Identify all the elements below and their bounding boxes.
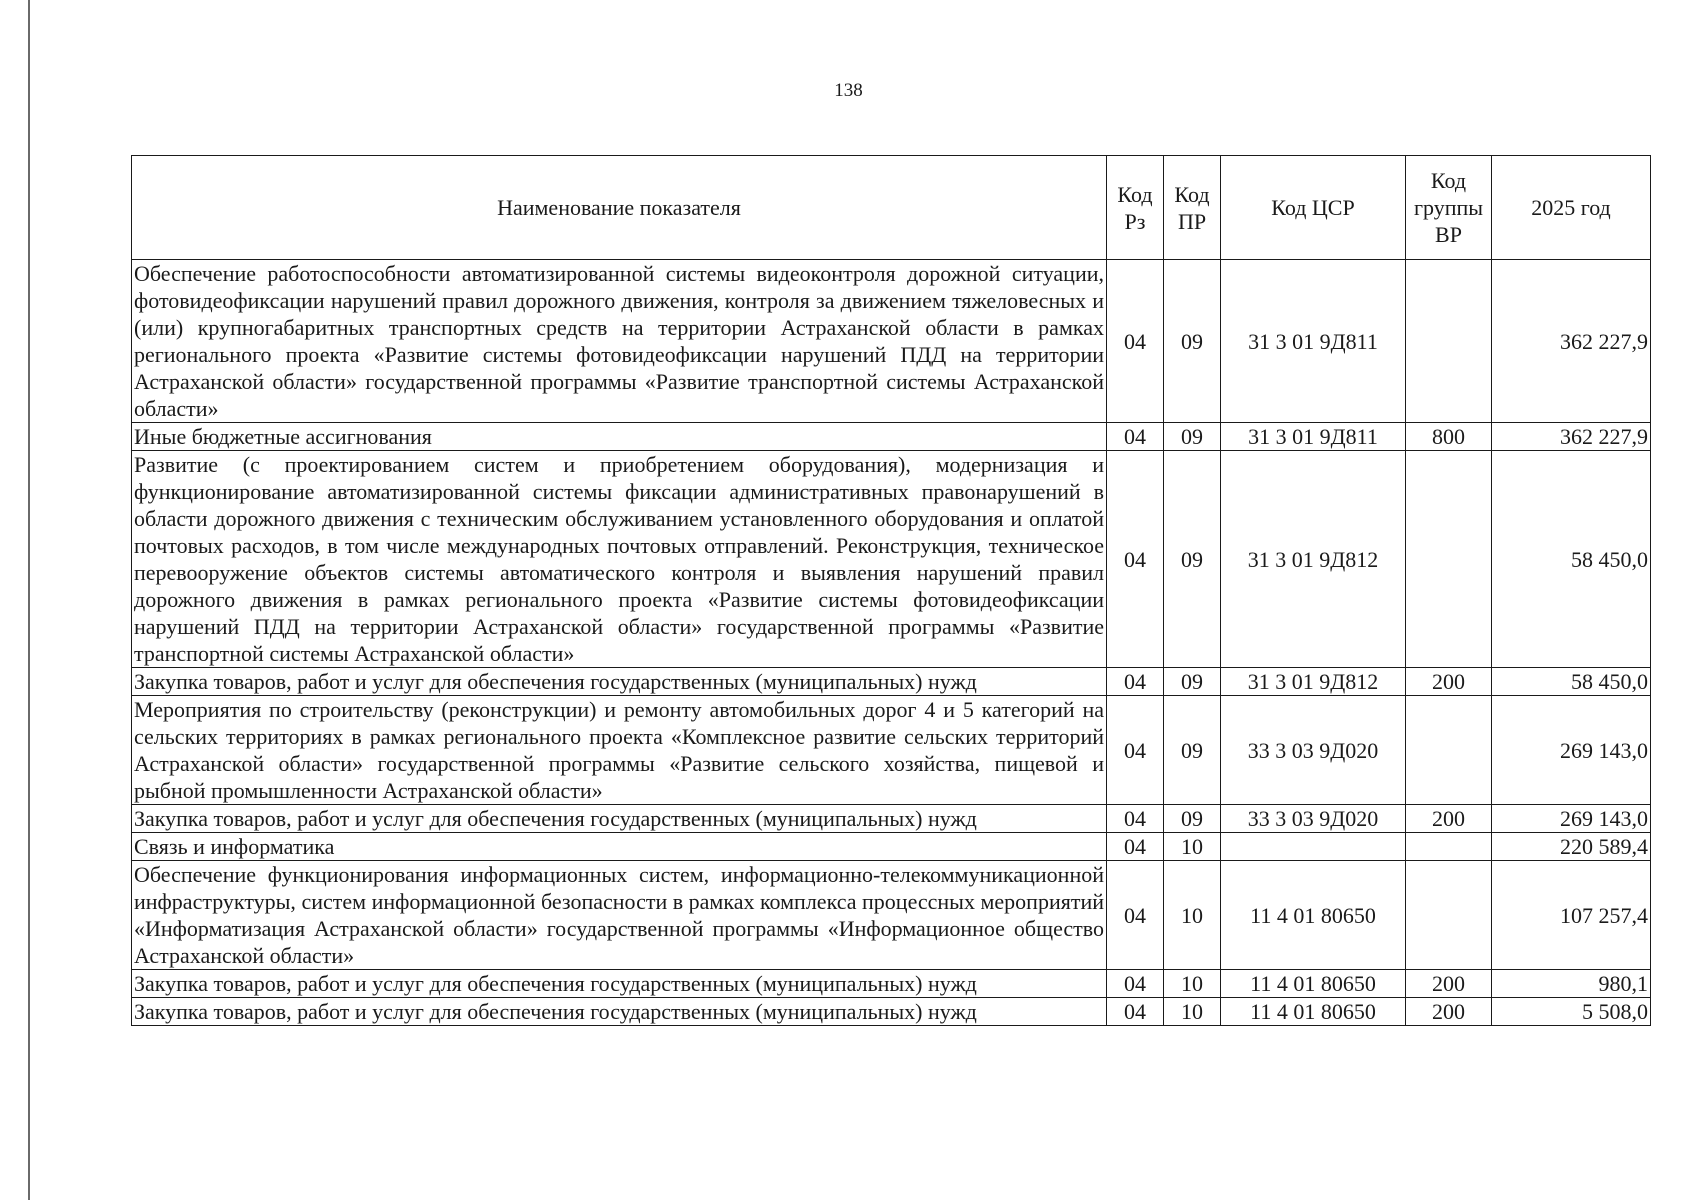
row-csr: 31 3 01 9Д812	[1221, 668, 1406, 696]
row-name: Обеспечение работоспособности автоматизированной системы видеоконтроля дорожной ситуации, фотовидеофиксации нарушений правил дорожного движения, контроля за движением тяжеловесных и (или) крупногабаритных транспортных средств на территории Астраханской области в рамках регионального проекта «Развитие системы фотовидеофиксации нарушений ПДД на территории Астраханской области» государственной программы «Развитие транспортной системы Астраханской области»	[132, 260, 1107, 423]
row-csr: 33 3 03 9Д020	[1221, 805, 1406, 833]
row-rz: 04	[1107, 423, 1164, 451]
row-pr: 09	[1164, 805, 1221, 833]
row-csr: 33 3 03 9Д020	[1221, 696, 1406, 805]
table-row	[132, 260, 1651, 423]
row-pr: 10	[1164, 861, 1221, 970]
row-amount: 269 143,0	[1492, 696, 1651, 805]
row-csr: 31 3 01 9Д811	[1221, 423, 1406, 451]
row-vr	[1406, 861, 1492, 970]
row-pr: 09	[1164, 451, 1221, 668]
row-name: Иные бюджетные ассигнования	[132, 423, 1107, 451]
row-pr: 10	[1164, 998, 1221, 1026]
table-header-row	[132, 156, 1651, 260]
row-vr	[1406, 696, 1492, 805]
header-rz: Код Рз	[1107, 156, 1164, 260]
row-vr	[1406, 451, 1492, 668]
row-name: Обеспечение функционирования информационных систем, информационно-телекоммуникационной инфраструктуры, систем информационной безопасности в рамках комплекса процессных мероприятий «Информатизация Астраханской области» государственной программы «Информационное общество Астраханской области»	[132, 861, 1107, 970]
row-amount: 980,1	[1492, 970, 1651, 998]
row-csr: 31 3 01 9Д812	[1221, 451, 1406, 668]
row-rz: 04	[1107, 260, 1164, 423]
row-csr: 11 4 01 80650	[1221, 861, 1406, 970]
row-csr	[1221, 833, 1406, 861]
header-name: Наименование показателя	[132, 156, 1107, 260]
row-rz: 04	[1107, 696, 1164, 805]
budget-table	[131, 155, 1651, 1026]
table-row	[132, 423, 1651, 451]
row-pr: 09	[1164, 696, 1221, 805]
row-rz: 04	[1107, 861, 1164, 970]
table-row	[132, 998, 1651, 1026]
row-name: Закупка товаров, работ и услуг для обеспечения государственных (муниципальных) нужд	[132, 805, 1107, 833]
row-amount: 58 450,0	[1492, 668, 1651, 696]
table-row	[132, 696, 1651, 805]
table-row	[132, 833, 1651, 861]
row-pr: 09	[1164, 668, 1221, 696]
row-amount: 5 508,0	[1492, 998, 1651, 1026]
table-row	[132, 805, 1651, 833]
row-vr: 200	[1406, 668, 1492, 696]
table-row	[132, 861, 1651, 970]
row-rz: 04	[1107, 998, 1164, 1026]
row-vr	[1406, 833, 1492, 861]
row-name: Закупка товаров, работ и услуг для обеспечения государственных (муниципальных) нужд	[132, 998, 1107, 1026]
row-amount: 58 450,0	[1492, 451, 1651, 668]
row-vr: 200	[1406, 970, 1492, 998]
row-amount: 362 227,9	[1492, 423, 1651, 451]
row-name: Связь и информатика	[132, 833, 1107, 861]
row-csr: 11 4 01 80650	[1221, 970, 1406, 998]
row-pr: 09	[1164, 260, 1221, 423]
row-name: Развитие (с проектированием систем и приобретением оборудования), модернизация и функционирование автоматизированной системы фиксации административных правонарушений в области дорожного движения с техническим обслуживанием установленного оборудования и оплатой почтовых расходов, в том числе международных почтовых отправлений. Реконструкция, техническое перевооружение объектов системы автоматического контроля и выявления нарушений правил дорожного движения в рамках регионального проекта «Развитие системы фотовидеофиксации нарушений ПДД на территории Астраханской области» государственной программы «Развитие транспортной системы Астраханской области»	[132, 451, 1107, 668]
header-vr: Код группы ВР	[1406, 156, 1492, 260]
margin-line	[28, 0, 30, 1200]
row-amount: 362 227,9	[1492, 260, 1651, 423]
row-amount: 107 257,4	[1492, 861, 1651, 970]
row-vr	[1406, 260, 1492, 423]
page-number: 138	[834, 80, 863, 101]
header-csr: Код ЦСР	[1221, 156, 1406, 260]
table-row	[132, 668, 1651, 696]
row-amount: 220 589,4	[1492, 833, 1651, 861]
row-vr: 800	[1406, 423, 1492, 451]
row-pr: 10	[1164, 833, 1221, 861]
row-csr: 11 4 01 80650	[1221, 998, 1406, 1026]
header-year: 2025 год	[1492, 156, 1651, 260]
row-name: Мероприятия по строительству (реконструкции) и ремонту автомобильных дорог 4 и 5 категорий на сельских территориях в рамках регионального проекта «Комплексное развитие сельских территорий Астраханской области» государственной программы «Развитие сельского хозяйства, пищевой и рыбной промышленности Астраханской области»	[132, 696, 1107, 805]
row-vr: 200	[1406, 805, 1492, 833]
row-pr: 09	[1164, 423, 1221, 451]
row-csr: 31 3 01 9Д811	[1221, 260, 1406, 423]
table-row	[132, 970, 1651, 998]
row-rz: 04	[1107, 451, 1164, 668]
row-name: Закупка товаров, работ и услуг для обеспечения государственных (муниципальных) нужд	[132, 668, 1107, 696]
row-rz: 04	[1107, 668, 1164, 696]
row-rz: 04	[1107, 805, 1164, 833]
row-name: Закупка товаров, работ и услуг для обеспечения государственных (муниципальных) нужд	[132, 970, 1107, 998]
row-amount: 269 143,0	[1492, 805, 1651, 833]
row-rz: 04	[1107, 833, 1164, 861]
header-pr: Код ПР	[1164, 156, 1221, 260]
row-rz: 04	[1107, 970, 1164, 998]
table-row	[132, 451, 1651, 668]
row-vr: 200	[1406, 998, 1492, 1026]
row-pr: 10	[1164, 970, 1221, 998]
